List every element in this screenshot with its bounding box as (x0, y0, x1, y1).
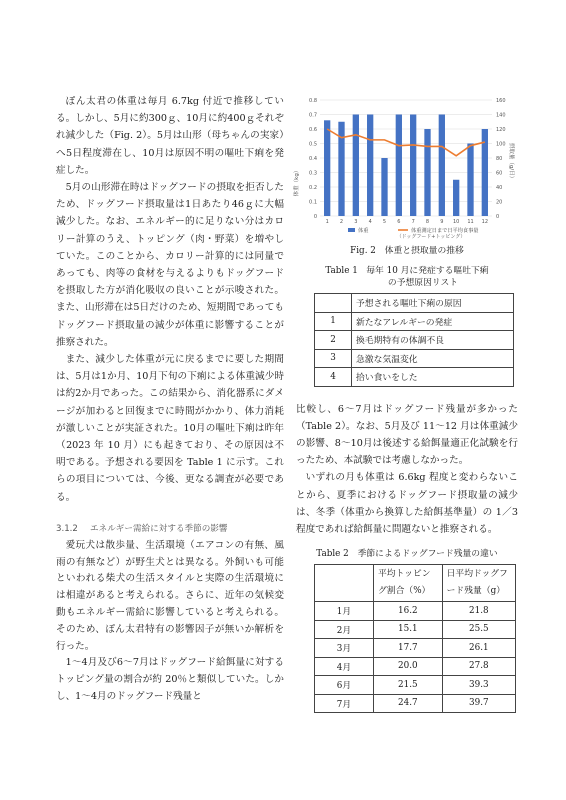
y-tick-label-right: 160 (496, 98, 506, 104)
y-tick-label-left: 0.7 (309, 112, 317, 119)
bar (424, 129, 430, 216)
figure-caption: Fig. 2 体重と摂取量の推移 (350, 246, 464, 256)
table-cell: 3月 (315, 639, 374, 658)
table-cell: 2 (315, 331, 352, 350)
y-tick-label-left: 0.4 (309, 156, 317, 162)
y-axis-sublabel-right: （ドッグフード+トッピング） (396, 234, 466, 240)
x-tick-label: 1 (325, 219, 329, 225)
bar (353, 115, 359, 217)
table-cell: 1月 (315, 602, 374, 621)
x-tick-label: 6 (397, 219, 401, 225)
paragraph: 1～4月及び6～7月はドッグフード給餌量に対するトッピング量の割合が約 20％と類似していた。しかし、1～4月のドッグフード残量と (56, 657, 284, 703)
paragraph: また、減少した体重が元に戻るまでに要した期間は、5月は1か月、10月下旬の下痢による体重減少時は約2か月であった。この結果から、消化器系にダメージが加わると回復までに時間がかかり、体力消耗が激しいことが実証された。10月の嘔吐下痢は昨年（2023 年 10 月）にも起きており、その原因は不明である。予想される要因を Table 1 に示す。これらの項目については、今後、更なる調査が必要である。 (56, 354, 284, 503)
table-cell: 7月 (315, 694, 374, 713)
table-row (315, 639, 516, 658)
table-row (315, 620, 516, 639)
table1-label: Table 1 (325, 266, 358, 276)
table-cell: 拾い食いをした (352, 368, 514, 387)
bar (381, 158, 387, 216)
table-cell: 1 (315, 312, 352, 331)
paragraph: 5月の山形滞在時はドッグフードの摂取を拒否したため、ドッグフード摂取量は1日あたり46ｇに大幅減少した。なお、エネルギー的に足りない分はカロリー計算のうえ、トッピング（肉・野菜）を増やしていた。このことから、カロリー計算的には同量であっても、肉等の食材を与えるよりもドッグフードを摂取した方が消化吸収の良いことが示唆された。また、山形滞在は5日だけのため、短期間であってもドッグフード摂取量の減少が体重に影響することが推察された。 (56, 182, 284, 348)
table-row (315, 349, 514, 368)
table1-caption-line2: の予想原因リスト (387, 278, 459, 288)
section-title: エネルギー需給に対する季節の影響 (90, 523, 228, 534)
x-tick-label: 4 (368, 219, 372, 225)
y-tick-label-left: 0.8 (309, 98, 317, 104)
table-cell: 20.0 (374, 657, 443, 676)
x-tick-label: 5 (382, 219, 387, 225)
table1 (314, 293, 514, 387)
table2 (314, 564, 516, 713)
paragraph: 愛玩犬は散歩量、生活環境（エアコンの有無、風雨の有無など）が野生犬とは異なる。外飼いも可能といわれる柴犬の生活スタイルと実際の生活環境には相違があると考えられる。さらに、近年の気候変動もエネルギー需給に影響していると考えられる。そのため、ぽん太君特有の影響因子が無いか解析を行った。 (56, 539, 284, 652)
x-tick-label: 9 (440, 219, 444, 225)
paragraph: 比較し、6～7月はドッグフード残量が多かった（Table 2）。なお、5月及び 11～12 月は体重減少の影響、8～10月は後述する給餌量適正化試験を行ったため、本試験では考慮しなかった。 (296, 403, 518, 467)
y-tick-label-right: 40 (496, 185, 503, 191)
y-tick-label-right: 100 (496, 141, 506, 148)
x-tick-label: 2 (339, 219, 344, 225)
table-cell: 新たなアレルギーの発症 (352, 312, 514, 331)
table-cell: 21.8 (442, 602, 515, 621)
x-tick-label: 11 (467, 219, 474, 225)
table-row (315, 657, 516, 676)
table-cell: 急激な気温変化 (352, 349, 514, 368)
y-tick-label-right: 60 (496, 170, 503, 177)
table-row (315, 312, 514, 331)
y-tick-label-left: 0.2 (309, 185, 317, 191)
series-line (327, 129, 485, 156)
y-tick-label-right: 80 (496, 156, 503, 162)
left-column (56, 93, 284, 706)
x-tick-label: 12 (481, 219, 489, 225)
y-tick-label-right: 140 (496, 112, 506, 119)
bar (367, 115, 373, 217)
table-row (315, 331, 514, 350)
table-header-cell: 日平均ドッグフード残量（g） (442, 565, 515, 602)
right-column (296, 92, 518, 713)
bar (453, 180, 459, 216)
figure-chart (296, 92, 518, 242)
table1-caption-line1: 毎年 10 月に発症する嘔吐下痢 (366, 266, 489, 276)
table-cell: 6月 (315, 676, 374, 695)
table-cell (315, 294, 352, 313)
table-row (315, 368, 514, 387)
table1-caption (296, 265, 518, 289)
table-header-row (315, 565, 516, 602)
y-tick-label-left: 0.1 (309, 199, 317, 206)
table-header-cell (315, 565, 374, 602)
table-cell: 39.3 (442, 676, 515, 695)
section-heading (56, 522, 284, 534)
table-cell: 換毛期特有の体調不良 (352, 331, 514, 350)
table-row (315, 694, 516, 713)
x-tick-label: 10 (452, 219, 460, 225)
bar (324, 120, 330, 216)
y-axis-label-right: 摂取量（g/日） (508, 142, 514, 182)
y-tick-label-left: 0.5 (309, 141, 317, 148)
table-header-row (315, 294, 514, 313)
bar (396, 115, 402, 217)
table-row (315, 602, 516, 621)
x-tick-label: 7 (411, 219, 415, 225)
table-cell: 17.7 (374, 639, 443, 658)
legend-label-line: 体重測定日まで日平均食事量 (411, 228, 479, 234)
y-tick-label-left: 0.3 (309, 170, 317, 177)
bar (467, 144, 473, 217)
table-cell: 24.7 (374, 694, 443, 713)
bar (439, 115, 445, 217)
bar (410, 115, 416, 217)
x-tick-label: 3 (354, 219, 358, 225)
table-row (315, 676, 516, 695)
y-axis-label-left: 体重（kg） (294, 167, 300, 197)
paragraph: いずれの月も体重は 6.6kg 程度と変わらないことから、夏季におけるドッグフード摂取量の減少は、冬季（体重から換算した給餌基準量）の 1／3 程度であれば給餌量に問題ないと推察される。 (296, 472, 518, 535)
table2-caption: Table 2 季節によるドッグフード残量の違い (316, 549, 498, 560)
legend-swatch-bar (348, 228, 355, 232)
y-tick-label-right: 120 (496, 127, 506, 133)
combo-chart (296, 92, 518, 242)
y-tick-label-left: 0 (313, 214, 317, 220)
table-cell: 39.7 (442, 694, 515, 713)
table-header-cell: 予想される嘔吐下痢の原因 (352, 294, 514, 313)
legend-label-bar: 体重 (358, 228, 369, 234)
y-tick-label-right: 0 (496, 214, 500, 220)
table-cell: 4月 (315, 657, 374, 676)
table-cell: 3 (315, 349, 352, 368)
table-header-cell: 平均トッピング割合（%） (374, 565, 443, 602)
y-tick-label-right: 20 (496, 199, 503, 206)
table-cell: 16.2 (374, 602, 443, 621)
paragraph: ぽん太君の体重は毎月 6.7kg 付近で推移している。しかし、5月に約300ｇ、10月に約400ｇそれぞれ減少した（Fig. 2）。5月は山形（母ちゃんの実家）へ5日程度滞在し、10月は原因不明の嘔吐下痢を発症した。 (56, 96, 284, 176)
table-cell: 27.8 (442, 657, 515, 676)
x-tick-label: 8 (425, 219, 430, 225)
table-cell: 15.1 (374, 620, 443, 639)
table-cell: 2月 (315, 620, 374, 639)
section-number: 3.1.2 (56, 523, 78, 534)
table-cell: 26.1 (442, 639, 515, 658)
y-tick-label-left: 0.6 (309, 127, 317, 133)
table-cell: 25.5 (442, 620, 515, 639)
table-cell: 21.5 (374, 676, 443, 695)
table-cell: 4 (315, 368, 352, 387)
